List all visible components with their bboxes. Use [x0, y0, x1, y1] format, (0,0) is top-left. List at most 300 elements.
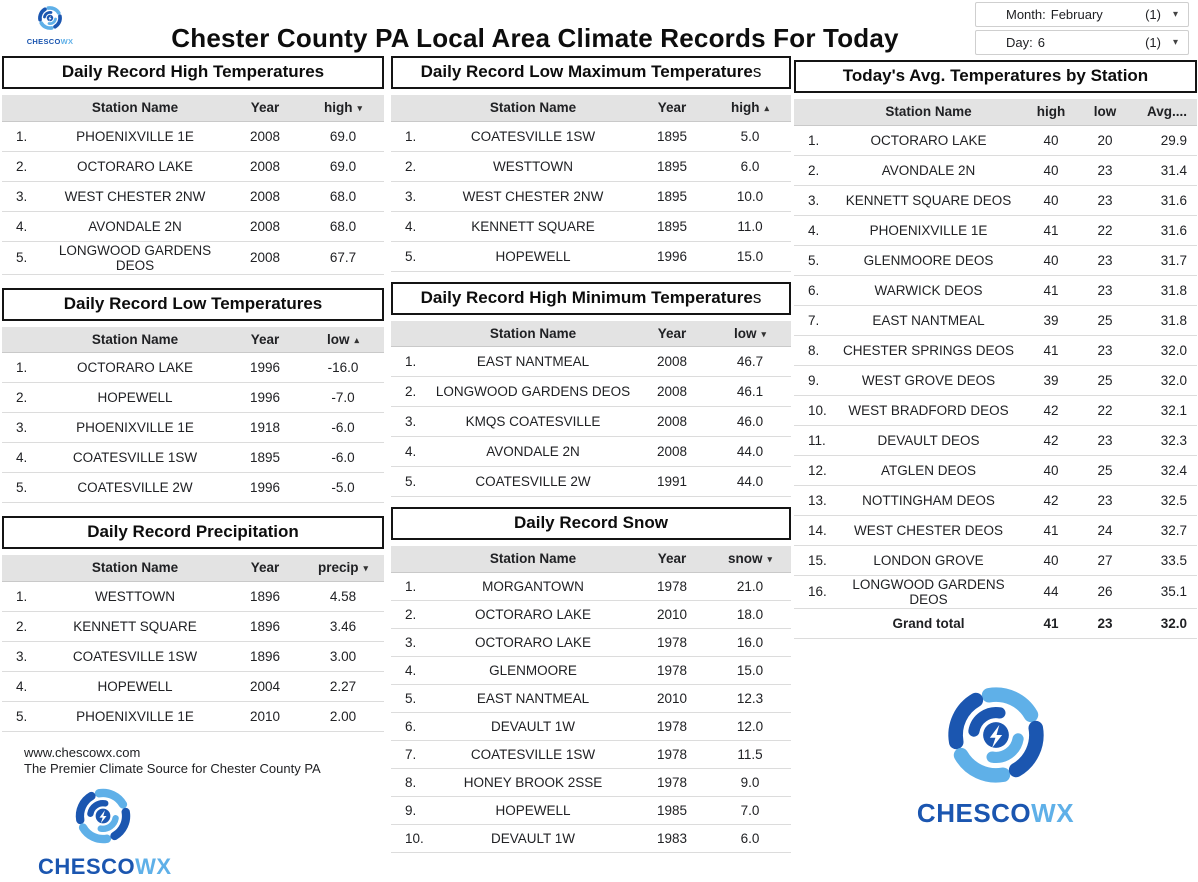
rank-column-header: [391, 321, 431, 347]
cell-val: 46.0: [709, 407, 791, 437]
cell-avg: 32.7: [1131, 515, 1197, 545]
cell-station: AVONDALE 2N: [42, 211, 228, 241]
cell-high: 39: [1023, 365, 1079, 395]
cell-val: 3.46: [302, 611, 384, 641]
cell-year: 1983: [635, 824, 709, 852]
chescowx-logo-large: [886, 679, 1106, 829]
brand-secondary: WX: [135, 854, 172, 880]
cell-avg: 31.8: [1131, 305, 1197, 335]
month-filter-count: (1): [1145, 7, 1161, 22]
cell-val: -5.0: [302, 473, 384, 503]
cell-avg: 31.4: [1131, 155, 1197, 185]
cell-station: MORGANTOWN: [431, 572, 635, 600]
cell-val: 69.0: [302, 121, 384, 151]
cell-rank: 2.: [2, 611, 42, 641]
record-low-table: [2, 327, 384, 504]
col-header-year[interactable]: Year: [635, 546, 709, 572]
footer-url: www.chescowx.com: [24, 744, 141, 760]
cell-rank: 8.: [391, 768, 431, 796]
cell-rank: 4.: [391, 656, 431, 684]
cell-year: 1896: [228, 641, 302, 671]
cell-year: 2008: [635, 347, 709, 377]
col-header-avg[interactable]: Avg....: [1131, 99, 1197, 125]
grand-total-value: 41: [1023, 608, 1079, 638]
table-row: [391, 572, 791, 600]
table-header-row: [794, 99, 1197, 125]
cell-station: WEST BRADFORD DEOS: [834, 395, 1023, 425]
cell-rank: 10.: [794, 395, 834, 425]
cell-val: -16.0: [302, 353, 384, 383]
cell-val: 3.00: [302, 641, 384, 671]
today-avg-table: [794, 99, 1197, 639]
cell-avg: 35.1: [1131, 575, 1197, 608]
cell-avg: 32.3: [1131, 425, 1197, 455]
table-row: [794, 335, 1197, 365]
cell-rank: 1.: [391, 572, 431, 600]
cell-station: WESTTOWN: [431, 151, 635, 181]
cell-station: AVONDALE 2N: [834, 155, 1023, 185]
cell-high: 41: [1023, 215, 1079, 245]
cell-avg: 31.7: [1131, 245, 1197, 275]
cell-low: 23: [1079, 335, 1131, 365]
chevron-down-icon[interactable]: ▾: [1172, 37, 1178, 48]
cell-val: 67.7: [302, 241, 384, 274]
table-row: [794, 575, 1197, 608]
table-row: [794, 515, 1197, 545]
record-precip-table: [2, 555, 384, 732]
table-row: [2, 211, 384, 241]
table-row: [2, 121, 384, 151]
cell-avg: 31.6: [1131, 185, 1197, 215]
record-low-max-table: [391, 95, 791, 272]
cell-station: EAST NANTMEAL: [834, 305, 1023, 335]
cell-rank: 2.: [794, 155, 834, 185]
cell-station: WEST CHESTER 2NW: [431, 181, 635, 211]
cell-year: 1996: [635, 241, 709, 271]
cell-rank: 15.: [794, 545, 834, 575]
cell-rank: 2.: [391, 377, 431, 407]
cell-high: 40: [1023, 545, 1079, 575]
record-snow-title: [391, 507, 791, 540]
cell-rank: 4.: [391, 211, 431, 241]
cell-rank: 10.: [391, 824, 431, 852]
cell-high: 40: [1023, 125, 1079, 155]
col-header-station-name[interactable]: Station Name: [431, 95, 635, 121]
cell-station: CHESTER SPRINGS DEOS: [834, 335, 1023, 365]
table-row: [391, 407, 791, 437]
title-text: Daily Record Low Maximum Temperature: [420, 62, 753, 81]
cell-station: OCTORARO LAKE: [431, 628, 635, 656]
cell-station: KENNETT SQUARE: [42, 611, 228, 641]
table-row: [794, 215, 1197, 245]
table-header-row: [2, 555, 384, 581]
cell-val: 68.0: [302, 211, 384, 241]
table-row: [391, 181, 791, 211]
table-row: [2, 241, 384, 274]
cell-rank: 3.: [2, 181, 42, 211]
cell-avg: 32.5: [1131, 485, 1197, 515]
cell-station: WEST CHESTER 2NW: [42, 181, 228, 211]
cell-rank: 16.: [794, 575, 834, 608]
col-header-year[interactable]: Year: [228, 327, 302, 353]
cell-rank: 5.: [391, 467, 431, 497]
cell-val: 46.7: [709, 347, 791, 377]
cell-rank: 7.: [391, 740, 431, 768]
cell-year: 1996: [228, 353, 302, 383]
month-filter[interactable]: [975, 2, 1189, 27]
cell-year: 2008: [228, 121, 302, 151]
table-row: [794, 305, 1197, 335]
cell-high: 41: [1023, 335, 1079, 365]
title-text: Daily Record Snow: [514, 513, 668, 532]
cell-year: 1896: [228, 611, 302, 641]
cell-high: 40: [1023, 185, 1079, 215]
table-row: [2, 353, 384, 383]
table-row: [391, 600, 791, 628]
cell-station: HOPEWELL: [431, 796, 635, 824]
rank-column-header: [794, 99, 834, 125]
record-low-card: [2, 288, 384, 504]
cell-station: NOTTINGHAM DEOS: [834, 485, 1023, 515]
cell-val: 16.0: [709, 628, 791, 656]
cell-station: COATESVILLE 2W: [431, 467, 635, 497]
grand-total-row: [794, 608, 1197, 638]
cell-low: 24: [1079, 515, 1131, 545]
table-row: [2, 581, 384, 611]
cell-low: 22: [1079, 215, 1131, 245]
table-row: [2, 473, 384, 503]
cell-station: DEVAULT DEOS: [834, 425, 1023, 455]
cell-station: GLENMOORE: [431, 656, 635, 684]
cell-year: 1978: [635, 712, 709, 740]
table-row: [794, 155, 1197, 185]
record-high-min-title: [391, 282, 791, 315]
cell-year: 2008: [228, 181, 302, 211]
cell-val: 15.0: [709, 241, 791, 271]
cell-rank: 6.: [794, 275, 834, 305]
cell-rank: 14.: [794, 515, 834, 545]
footer-credit: [2, 745, 384, 882]
cell-rank: 1.: [794, 125, 834, 155]
col-header-low[interactable]: low: [1079, 99, 1131, 125]
cell-station: HOPEWELL: [42, 383, 228, 413]
table-row: [794, 485, 1197, 515]
table-row: [794, 545, 1197, 575]
table-row: [2, 641, 384, 671]
record-high-table: [2, 95, 384, 275]
cell-year: 2008: [635, 437, 709, 467]
cell-high: 42: [1023, 425, 1079, 455]
cell-rank: 9.: [391, 796, 431, 824]
cell-val: 4.58: [302, 581, 384, 611]
cell-station: GLENMOORE DEOS: [834, 245, 1023, 275]
table-row: [391, 121, 791, 151]
table-row: [794, 425, 1197, 455]
brand-primary: CHESCO: [26, 37, 61, 46]
cell-val: 2.00: [302, 701, 384, 731]
title-text: Today's Avg. Temperatures by Station: [842, 66, 1149, 85]
cell-high: 40: [1023, 155, 1079, 185]
cell-rank: 1.: [2, 353, 42, 383]
cell-low: 27: [1079, 545, 1131, 575]
rank-column-header: [2, 327, 42, 353]
cell-station: HOPEWELL: [431, 241, 635, 271]
cell-rank: 3.: [794, 185, 834, 215]
col-header-year[interactable]: Year: [228, 555, 302, 581]
record-snow-table: [391, 546, 791, 853]
cell-val: 10.0: [709, 181, 791, 211]
cell-year: 1985: [635, 796, 709, 824]
pinwheel-icon: [940, 679, 1052, 791]
table-row: [794, 455, 1197, 485]
cell-val: 15.0: [709, 656, 791, 684]
cell-station: AVONDALE 2N: [431, 437, 635, 467]
cell-year: 1896: [228, 581, 302, 611]
title-text: Daily Record Low Temperatures: [63, 293, 323, 313]
cell-val: 18.0: [709, 600, 791, 628]
cell-station: KENNETT SQUARE DEOS: [834, 185, 1023, 215]
cell-station: COATESVILLE 1SW: [431, 740, 635, 768]
brand-primary: CHESCO: [38, 854, 136, 880]
table-row: [391, 467, 791, 497]
cell-high: 42: [1023, 395, 1079, 425]
cell-station: DEVAULT 1W: [431, 712, 635, 740]
cell-avg: 32.4: [1131, 455, 1197, 485]
cell-rank: 1.: [391, 347, 431, 377]
cell-station: OCTORARO LAKE: [42, 353, 228, 383]
cell-year: 2004: [228, 671, 302, 701]
table-row: [794, 125, 1197, 155]
cell-low: 26: [1079, 575, 1131, 608]
table-row: [391, 824, 791, 852]
col-header-low[interactable]: low ▾: [709, 321, 791, 347]
cell-year: 2008: [228, 151, 302, 181]
cell-rank: 5.: [2, 241, 42, 274]
cell-val: 5.0: [709, 121, 791, 151]
cell-year: 1978: [635, 628, 709, 656]
cell-val: 12.0: [709, 712, 791, 740]
cell-rank: 3.: [2, 641, 42, 671]
cell-year: 1895: [635, 121, 709, 151]
table-row: [794, 365, 1197, 395]
record-precip-title: [2, 516, 384, 549]
table-row: [794, 245, 1197, 275]
cell-year: 1996: [228, 473, 302, 503]
brand-primary: CHESCO: [916, 797, 1032, 828]
cell-rank: 1.: [2, 581, 42, 611]
cell-station: KENNETT SQUARE: [431, 211, 635, 241]
cell-station: OCTORARO LAKE: [431, 600, 635, 628]
col-header-station-name[interactable]: Station Name: [42, 95, 228, 121]
cell-year: 1991: [635, 467, 709, 497]
table-header-row: [391, 321, 791, 347]
cell-val: 9.0: [709, 768, 791, 796]
cell-high: 40: [1023, 455, 1079, 485]
cell-station: PHOENIXVILLE 1E: [42, 701, 228, 731]
table-row: [391, 684, 791, 712]
col-header-station-name[interactable]: Station Name: [42, 555, 228, 581]
table-row: [2, 181, 384, 211]
grand-total-value: 23: [1079, 608, 1131, 638]
cell-val: -6.0: [302, 413, 384, 443]
rank-column-header: [2, 95, 42, 121]
cell-low: 23: [1079, 155, 1131, 185]
record-high-title: [2, 56, 384, 89]
cell-station: COATESVILLE 1SW: [431, 121, 635, 151]
cell-rank: 7.: [794, 305, 834, 335]
cell-year: 1996: [228, 383, 302, 413]
cell-station: WARWICK DEOS: [834, 275, 1023, 305]
grand-total-value: 32.0: [1131, 608, 1197, 638]
today-avg-card: [794, 60, 1197, 639]
table-row: [2, 443, 384, 473]
cell-year: 1918: [228, 413, 302, 443]
cell-rank: 4.: [2, 443, 42, 473]
col-header-year[interactable]: Year: [228, 95, 302, 121]
day-filter-label: Day:: [1006, 35, 1033, 50]
page-title: Chester County PA Local Area Climate Records For Today: [171, 23, 899, 54]
col-header-high[interactable]: high ▴: [709, 95, 791, 121]
cell-avg: 32.0: [1131, 335, 1197, 365]
cell-val: 68.0: [302, 181, 384, 211]
record-low-title: [2, 288, 384, 321]
table-row: [391, 768, 791, 796]
table-row: [391, 740, 791, 768]
cell-year: 1895: [635, 211, 709, 241]
col-header-station-name[interactable]: Station Name: [42, 327, 228, 353]
cell-val: 44.0: [709, 467, 791, 497]
cell-year: 1895: [635, 181, 709, 211]
cell-avg: 32.1: [1131, 395, 1197, 425]
cell-high: 41: [1023, 515, 1079, 545]
table-row: [2, 701, 384, 731]
cell-val: 69.0: [302, 151, 384, 181]
table-row: [391, 377, 791, 407]
title-suffix: s: [752, 287, 762, 307]
cell-station: KMQS COATESVILLE: [431, 407, 635, 437]
day-filter-value: 6: [1037, 35, 1045, 50]
col-header-station-name[interactable]: Station Name: [834, 99, 1023, 125]
cell-station: OCTORARO LAKE: [834, 125, 1023, 155]
record-low-max-card: [391, 56, 791, 272]
pinwheel-icon: [71, 784, 135, 848]
cell-year: 1895: [635, 151, 709, 181]
cell-station: EAST NANTMEAL: [431, 347, 635, 377]
cell-high: 42: [1023, 485, 1079, 515]
cell-val: 11.5: [709, 740, 791, 768]
brand-wordmark: [886, 798, 1106, 829]
footer-tagline: The Premier Climate Source for Chester County PA: [24, 761, 321, 777]
col-header-high[interactable]: high ▾: [302, 95, 384, 121]
cell-val: -7.0: [302, 383, 384, 413]
col-header-year[interactable]: Year: [635, 95, 709, 121]
cell-station: LONDON GROVE: [834, 545, 1023, 575]
cell-low: 23: [1079, 485, 1131, 515]
grand-total-label: Grand total: [834, 608, 1023, 638]
cell-rank: [794, 608, 834, 638]
col-header-precip[interactable]: precip ▾: [302, 555, 384, 581]
cell-rank: 13.: [794, 485, 834, 515]
cell-rank: 4.: [794, 215, 834, 245]
cell-val: 7.0: [709, 796, 791, 824]
cell-year: 2010: [635, 684, 709, 712]
col-header-low[interactable]: low ▴: [302, 327, 384, 353]
cell-rank: 4.: [2, 671, 42, 701]
cell-station: WESTTOWN: [42, 581, 228, 611]
cell-year: 2010: [635, 600, 709, 628]
cell-rank: 4.: [2, 211, 42, 241]
table-row: [2, 383, 384, 413]
cell-station: PHOENIXVILLE 1E: [42, 121, 228, 151]
record-precip-card: [2, 516, 384, 732]
table-row: [391, 437, 791, 467]
record-low-max-title: [391, 56, 791, 89]
middle-column: [391, 56, 791, 863]
cell-rank: 5.: [2, 701, 42, 731]
cell-avg: 32.0: [1131, 365, 1197, 395]
record-high-card: [2, 56, 384, 275]
brand-secondary: WX: [60, 37, 74, 46]
col-header-high[interactable]: high: [1023, 99, 1079, 125]
cell-rank: 3.: [2, 413, 42, 443]
cell-avg: 31.8: [1131, 275, 1197, 305]
cell-rank: 8.: [794, 335, 834, 365]
cell-high: 40: [1023, 245, 1079, 275]
today-avg-title: [794, 60, 1197, 93]
cell-rank: 1.: [391, 121, 431, 151]
month-filter-value: February: [1050, 7, 1103, 22]
cell-rank: 11.: [794, 425, 834, 455]
cell-rank: 2.: [391, 151, 431, 181]
cell-low: 23: [1079, 245, 1131, 275]
cell-year: 2010: [228, 701, 302, 731]
table-row: [391, 347, 791, 377]
table-row: [794, 275, 1197, 305]
cell-year: 1978: [635, 572, 709, 600]
cell-low: 23: [1079, 275, 1131, 305]
cell-val: 6.0: [709, 151, 791, 181]
cell-val: 2.27: [302, 671, 384, 701]
cell-station: WEST CHESTER DEOS: [834, 515, 1023, 545]
cell-station: DEVAULT 1W: [431, 824, 635, 852]
cell-rank: 3.: [391, 181, 431, 211]
col-header-snow[interactable]: snow ▾: [709, 546, 791, 572]
day-filter[interactable]: [975, 30, 1189, 55]
cell-val: -6.0: [302, 443, 384, 473]
table-row: [391, 241, 791, 271]
col-header-year[interactable]: Year: [635, 321, 709, 347]
cell-station: COATESVILLE 1SW: [42, 443, 228, 473]
cell-high: 41: [1023, 275, 1079, 305]
brand-wordmark: [38, 853, 172, 882]
col-header-station-name[interactable]: Station Name: [431, 546, 635, 572]
chescowx-logo-footer: [38, 784, 172, 881]
table-row: [2, 151, 384, 181]
cell-rank: 6.: [391, 712, 431, 740]
cell-rank: 1.: [2, 121, 42, 151]
sort-arrow-icon: ▾: [767, 554, 773, 565]
table-header-row: [391, 95, 791, 121]
col-header-station-name[interactable]: Station Name: [431, 321, 635, 347]
cell-avg: 33.5: [1131, 545, 1197, 575]
chevron-down-icon[interactable]: ▾: [1172, 9, 1178, 20]
cell-rank: 3.: [391, 407, 431, 437]
cell-rank: 5.: [391, 241, 431, 271]
cell-low: 25: [1079, 365, 1131, 395]
cell-station: LONGWOOD GARDENS DEOS: [431, 377, 635, 407]
record-high-min-card: [391, 282, 791, 498]
cell-val: 6.0: [709, 824, 791, 852]
